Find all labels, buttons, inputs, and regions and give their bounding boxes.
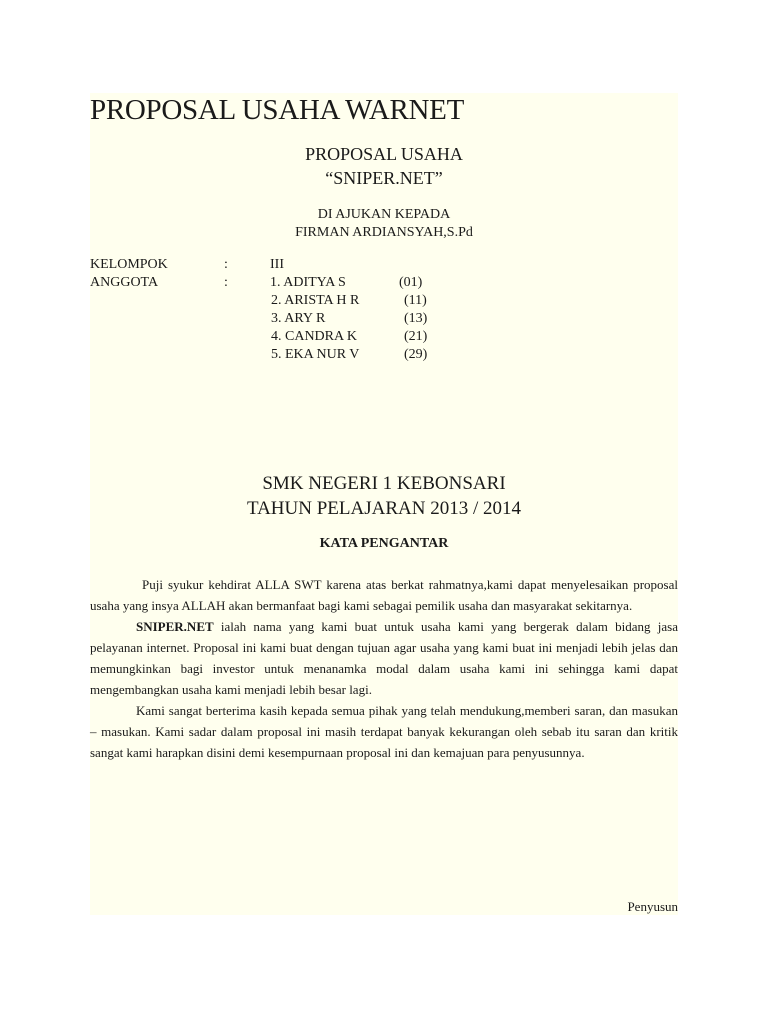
member-number: (21) — [404, 329, 428, 344]
signature: Penyusun — [627, 899, 678, 914]
submitted-to-label: DI AJUKAN KEPADA — [317, 207, 451, 222]
school-year: TAHUN PELAJARAN 2013 / 2014 — [247, 498, 521, 519]
proposal-heading: PROPOSAL USAHA — [305, 144, 463, 164]
foreword-paragraph: Puji syukur kehdirat ALLA SWT karena atas berkat rahmatnya,kami dapat menyelesaikan proposal usaha yang insya ALLAH akan bermanfaat bagi kami sebagai pemilik usaha dan masyarakat sekitarnya. — [90, 577, 678, 613]
member-name: 4. CANDRA K — [271, 329, 357, 344]
foreword-body — [90, 574, 678, 763]
member-row — [90, 274, 678, 292]
group-value: III — [270, 257, 284, 272]
member-name: 3. ARY R — [271, 311, 326, 326]
members-separator: : — [224, 275, 228, 290]
foreword-paragraph-text: ialah nama yang kami buat untuk usaha kami yang bergerak dalam bidang jasa pelayanan internet. Proposal ini kami buat dengan tujuan agar usaha yang kami buat ini menjadi lebih jelas dan memungkinkan bagi investor untuk menanamka modal dalam usaha kami ini sehingga kami dapat mengembangkan usaha kami menjadi lebih besar lagi. — [90, 619, 678, 697]
member-name: 2. ARISTA H R — [271, 293, 360, 308]
member-number: (11) — [404, 293, 427, 308]
member-number: (01) — [399, 275, 423, 290]
member-number: (13) — [404, 311, 428, 326]
foreword-title: KATA PENGANTAR — [319, 536, 449, 551]
member-row — [90, 310, 678, 328]
members-label: ANGGOTA — [90, 275, 159, 290]
group-separator: : — [224, 257, 228, 272]
business-name-heading: “SNIPER.NET” — [325, 168, 443, 188]
member-row — [90, 328, 678, 346]
document-page — [90, 93, 678, 915]
group-label: KELOMPOK — [90, 257, 168, 272]
member-name: 1. ADITYA S — [270, 275, 346, 290]
foreword-paragraph — [90, 616, 678, 700]
member-row — [90, 292, 678, 310]
member-number: (29) — [404, 347, 428, 362]
group-row — [90, 256, 678, 274]
business-name-emphasis: SNIPER.NET — [136, 619, 214, 634]
foreword-paragraph: Kami sangat berterima kasih kepada semua pihak yang telah mendukung,memberi saran, dan masukan – masukan. Kami sadar dalam proposal ini masih terdapat banyak kekurangan oleh sebab itu saran dan kritik sangat kami harapkan disini demi kesempurnaan proposal ini dan kemajuan para penyusunnya. — [90, 703, 678, 760]
member-row — [90, 346, 678, 364]
member-name: 5. EKA NUR V — [271, 347, 360, 362]
submitted-to-name: FIRMAN ARDIANSYAH,S.Pd — [295, 225, 473, 240]
school-name: SMK NEGERI 1 KEBONSARI — [262, 473, 506, 494]
document-title: PROPOSAL USAHA WARNET — [90, 94, 464, 126]
